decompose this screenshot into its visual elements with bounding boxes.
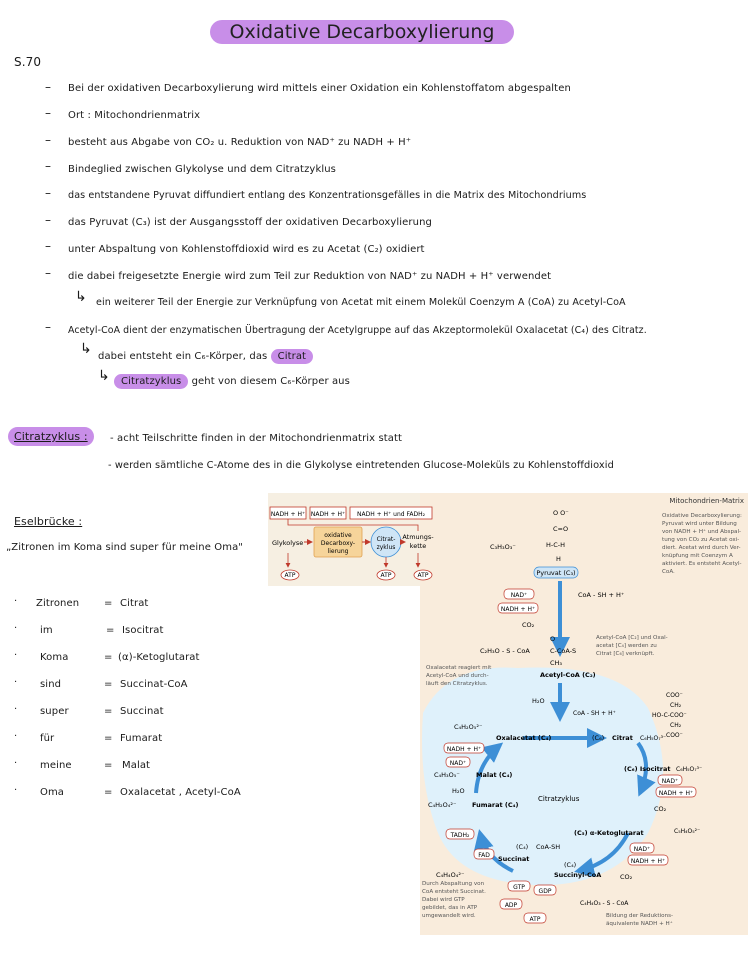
sub-point-3: Citratzyklus geht von diesem C₆-Körper aus [114, 376, 350, 387]
molecule-citrat: Citrat [612, 734, 633, 742]
mnemonic-equals: = [106, 625, 115, 636]
svg-text:NADH + H⁺: NADH + H⁺ [446, 746, 482, 753]
bullet-2: Ort : Mitochondrienmatrix [68, 110, 201, 121]
bullet-6: das Pyruvat (C₃) ist der Ausgangsstoff der oxidativen Decarboxylierung [68, 217, 432, 228]
svg-text:NAD⁺: NAD⁺ [633, 846, 651, 853]
mnemonic-equals: = [104, 598, 113, 609]
svg-text:lierung: lierung [327, 548, 349, 555]
mnemonic-equals: = [104, 706, 113, 717]
svg-text:von NADH + H⁺ und Abspal-: von NADH + H⁺ und Abspal- [662, 529, 742, 535]
svg-text:C₆H₅O₇³⁻: C₆H₅O₇³⁻ [676, 766, 703, 773]
molecule-isocitrat: (C₆) Isocitrat [624, 765, 671, 773]
svg-text:COO⁻: COO⁻ [666, 732, 683, 739]
svg-text:TADH₂: TADH₂ [450, 832, 470, 839]
svg-text:O O⁻: O O⁻ [553, 509, 569, 517]
mnemonic-meaning: Succinat-CoA [120, 679, 188, 690]
mnemonic-equals: = [104, 760, 113, 771]
diagram-header: Mitochondrien-Matrix [669, 497, 744, 505]
mnemonic-equals: = [104, 733, 113, 744]
svg-text:CoA - SH + H⁺: CoA - SH + H⁺ [573, 710, 616, 717]
page-reference: S.70 [14, 55, 42, 69]
mnemonic-meaning: Oxalacetat , Acetyl-CoA [120, 787, 241, 798]
mnemonic-equals: = [104, 787, 113, 798]
svg-text:tung von CO₂ zu Acetat oxi-: tung von CO₂ zu Acetat oxi- [662, 537, 740, 543]
svg-text:NAD⁺: NAD⁺ [661, 778, 679, 785]
citratzyklus-point-2: - werden sämtliche C-Atome des in die Glykolyse eintretenden Glucose-Moleküls zu Kohlenstoffdioxid [108, 460, 614, 471]
bullet-dash: – [45, 186, 51, 200]
molecule-oxalacetat: Oxalacetat (C₄) [496, 734, 552, 742]
bullet-5: das entstandene Pyruvat diffundiert entlang des Konzentrationsgefälles in die Matrix des Mitochondriums [68, 190, 587, 201]
citratzyklus-heading: Citratzyklus : [8, 430, 94, 443]
formula-pyruvat: C₃H₃O₃⁻ [490, 543, 516, 551]
cofactor-nad: NAD⁺ [510, 592, 528, 599]
svg-text:kette: kette [409, 542, 427, 550]
mnemonic-equals: = [104, 679, 113, 690]
note-line: Oxalacetat reagiert mit [426, 665, 492, 671]
molecule-ketoglutarat: (C₅) α-Ketoglutarat [574, 829, 644, 837]
molecule-succinylcoa: Succinyl-CoA [554, 871, 602, 879]
svg-text:Citrat [C₆] verknüpft.: Citrat [C₆] verknüpft. [596, 651, 655, 657]
svg-text:Dabei wird GTP: Dabei wird GTP [422, 897, 465, 903]
svg-text:C=O: C=O [553, 525, 569, 533]
svg-text:(C₄): (C₄) [564, 861, 577, 869]
svg-text:CO₂: CO₂ [654, 805, 667, 813]
svg-text:GTP: GTP [513, 884, 525, 891]
flow-glykolyse: Glykolyse [272, 539, 304, 547]
svg-text:CoA.: CoA. [662, 569, 675, 575]
mnemonic-word: im [40, 625, 53, 636]
note-line: Acetyl-CoA [C₂] und Oxal- [596, 635, 668, 641]
mnemonic-word: Oma [40, 787, 65, 798]
svg-text:umgewandelt wird.: umgewandelt wird. [422, 913, 476, 919]
bullet-acetyl: Acetyl-CoA dient der enzymatischen Übertragung der Acetylgruppe auf das Akzeptormolekül Oxalacetat (C₄) des Citratz. [68, 325, 647, 336]
mnemonic-word: sind [40, 679, 62, 690]
svg-text:(C₆): (C₆) [592, 734, 605, 742]
svg-text:C₅H₄O₅²⁻: C₅H₄O₅²⁻ [674, 828, 701, 835]
svg-text:knüpfung mit Coenzym A: knüpfung mit Coenzym A [662, 553, 733, 559]
flow-oxdecarb: oxidative [324, 532, 352, 539]
bullet-4: Bindeglied zwischen Glykolyse und dem Citratzyklus [68, 164, 336, 175]
molecule-acetyl: Acetyl-CoA (C₂) [540, 671, 596, 679]
svg-text:C₄H₂O₅²⁻: C₄H₂O₅²⁻ [454, 723, 483, 731]
citric-acid-cycle-diagram [268, 493, 748, 935]
citrat-highlight: Citrat [271, 349, 313, 364]
mnemonic-meaning: Citrat [120, 598, 149, 609]
atp-badge: ATP [380, 572, 392, 579]
bullet-7: unter Abspaltung von Kohlenstoffdioxid wird es zu Acetat (C₂) oxidiert [68, 244, 425, 255]
cycle-center-label: Citratzyklus [538, 795, 580, 803]
svg-text:CH₃: CH₃ [550, 659, 563, 667]
mnemonic-meaning: Succinat [120, 706, 164, 717]
svg-text:diert. Acetat wird durch Ver-: diert. Acetat wird durch Ver- [662, 545, 741, 551]
mnemonic-word: meine [40, 760, 72, 771]
svg-text:CH₂: CH₂ [670, 722, 682, 729]
formula-acetyl: C₂H₃O - S - CoA [480, 647, 530, 655]
bullet-dash: – [45, 213, 51, 227]
svg-text:COO⁻: COO⁻ [666, 692, 683, 699]
svg-text:läuft den Citratzyklus.: läuft den Citratzyklus. [426, 681, 488, 687]
svg-text:H-C-H: H-C-H [546, 541, 566, 549]
svg-text:(C₄): (C₄) [516, 843, 529, 851]
bullet-8: die dabei freigesetzte Energie wird zum Teil zur Reduktion von NAD⁺ zu NADH + H⁺ verwendet [68, 271, 552, 282]
svg-text:Decarboxy-: Decarboxy- [320, 540, 356, 547]
svg-text:acetat [C₄] werden zu: acetat [C₄] werden zu [596, 643, 657, 649]
svg-text:C₄H₃O₅⁻: C₄H₃O₅⁻ [434, 771, 460, 779]
molecule-pyruvat: Pyruvat (C₃) [536, 569, 576, 577]
svg-text:H: H [556, 555, 561, 563]
flow-label: NADH + H⁺ [310, 511, 346, 518]
svg-text:CH₂: CH₂ [670, 702, 682, 709]
svg-text:gebildet, das in ATP: gebildet, das in ATP [422, 905, 478, 911]
svg-text:äquivalente NADH + H⁺: äquivalente NADH + H⁺ [606, 921, 673, 927]
mnemonic-word: Zitronen [36, 598, 80, 609]
svg-text:GDP: GDP [538, 888, 552, 895]
svg-text:NAD⁺: NAD⁺ [449, 760, 467, 767]
sub-point-1: ein weiterer Teil der Energie zur Verknüpfung von Acetat mit einem Molekül Coenzym A (CoA) zu Acetyl-CoA [96, 297, 626, 308]
mnemonic-equals: = [104, 652, 113, 663]
svg-text:C₄H₂O₄²⁻: C₄H₂O₄²⁻ [428, 801, 457, 809]
mnemonic-dot: · [14, 785, 18, 796]
cofactor-nadh: NADH + H⁺ [500, 606, 536, 613]
mnemonic-word: Koma [40, 652, 69, 663]
atp-badge: ATP [284, 572, 296, 579]
svg-text:CoA-SH: CoA-SH [536, 843, 561, 851]
svg-text:CoA entsteht Succinat.: CoA entsteht Succinat. [422, 889, 486, 895]
svg-text:NADH + H⁺: NADH + H⁺ [630, 858, 666, 865]
mnemonic-dot: · [14, 731, 18, 742]
bullet-dash: – [45, 106, 51, 120]
mnemonic-dot: · [14, 623, 18, 634]
molecule-succinat: Succinat [498, 855, 530, 863]
bullet-3: besteht aus Abgabe von CO₂ u. Reduktion von NAD⁺ zu NADH + H⁺ [68, 137, 412, 148]
mnemonic-meaning: Isocitrat [122, 625, 164, 636]
mnemonic-meaning: (α)-Ketoglutarat [118, 652, 200, 663]
svg-text:NADH + H⁺: NADH + H⁺ [658, 790, 694, 797]
flow-label: NADH + H⁺ [270, 511, 306, 518]
flow-atmung: Atmungs- [402, 533, 434, 541]
svg-text:HO-C-COO⁻: HO-C-COO⁻ [652, 712, 687, 719]
svg-text:O: O [550, 635, 556, 643]
svg-text:Acetyl-CoA und durch-: Acetyl-CoA und durch- [426, 673, 489, 679]
svg-text:C₄H₄O₃ - S - CoA: C₄H₄O₃ - S - CoA [580, 900, 629, 907]
mnemonic-sentence: „Zitronen im Koma sind super für meine Oma" [6, 542, 243, 553]
note-line: Bildung der Reduktions- [606, 913, 674, 919]
note-line: Durch Abspaltung von [422, 881, 485, 887]
citratzyklus-point-1: - acht Teilschritte finden in der Mitochondrienmatrix statt [110, 433, 403, 444]
mnemonic-meaning: Malat [122, 760, 151, 771]
mnemonic-meaning: Fumarat [120, 733, 163, 744]
svg-text:H₂O: H₂O [532, 697, 545, 705]
flow-label: NADH + H⁺ und FADH₂ [356, 511, 426, 518]
flow-citrat: Citrat- [376, 536, 396, 543]
bullet-dash: – [45, 80, 51, 94]
bullet-1: Bei der oxidativen Decarboxylierung wird mittels einer Oxidation ein Kohlenstoffatom abgespalten [68, 83, 571, 94]
mnemonic-heading: Eselbrücke : [14, 515, 83, 528]
cofactor-coa: CoA - SH + H⁺ [578, 591, 625, 599]
svg-text:H₂O: H₂O [452, 787, 465, 795]
mnemonic-dot: · [14, 650, 18, 661]
svg-text:C-CoA-S: C-CoA-S [550, 647, 577, 655]
sub-arrow-icon: ↳ [75, 289, 87, 305]
citratzyklus-highlight: Citratzyklus [114, 374, 188, 389]
svg-text:ATP: ATP [529, 916, 541, 923]
molecule-malat: Malat (C₄) [476, 771, 513, 779]
svg-text:C₆H₅O₇³⁻: C₆H₅O₇³⁻ [640, 735, 667, 742]
mnemonic-dot: · [14, 704, 18, 715]
svg-text:CO₂: CO₂ [620, 873, 633, 881]
molecule-fumarat: Fumarat (C₄) [472, 801, 519, 809]
svg-text:ADP: ADP [504, 902, 518, 909]
svg-text:FAD: FAD [478, 852, 490, 859]
svg-text:C₄H₄O₄²⁻: C₄H₄O₄²⁻ [436, 871, 465, 879]
sub-arrow-icon: ↳ [80, 341, 92, 357]
cofactor-co2: CO₂ [522, 621, 535, 629]
bullet-dash: – [45, 320, 51, 334]
mnemonic-dot: · [14, 758, 18, 769]
atp-badge: ATP [417, 572, 429, 579]
bullet-dash: – [45, 266, 51, 280]
mnemonic-dot: · [14, 677, 18, 688]
svg-text:Pyruvat wird unter Bildung: Pyruvat wird unter Bildung [662, 521, 737, 527]
svg-text:zyklus: zyklus [376, 544, 396, 551]
bullet-dash: – [45, 159, 51, 173]
mnemonic-dot: · [14, 596, 18, 607]
sub-arrow-icon: ↳ [98, 368, 110, 384]
mnemonic-word: für [40, 733, 55, 744]
bullet-dash: – [45, 239, 51, 253]
note-line: Oxidative Decarboxylierung: [662, 513, 742, 519]
sub-point-2: dabei entsteht ein C₆-Körper, das Citrat [98, 351, 313, 362]
page-title: Oxidative Decarboxylierung [229, 21, 495, 43]
mnemonic-word: super [40, 706, 69, 717]
bullet-dash: – [45, 133, 51, 147]
svg-text:aktiviert. Es entsteht Acetyl-: aktiviert. Es entsteht Acetyl- [662, 561, 742, 567]
